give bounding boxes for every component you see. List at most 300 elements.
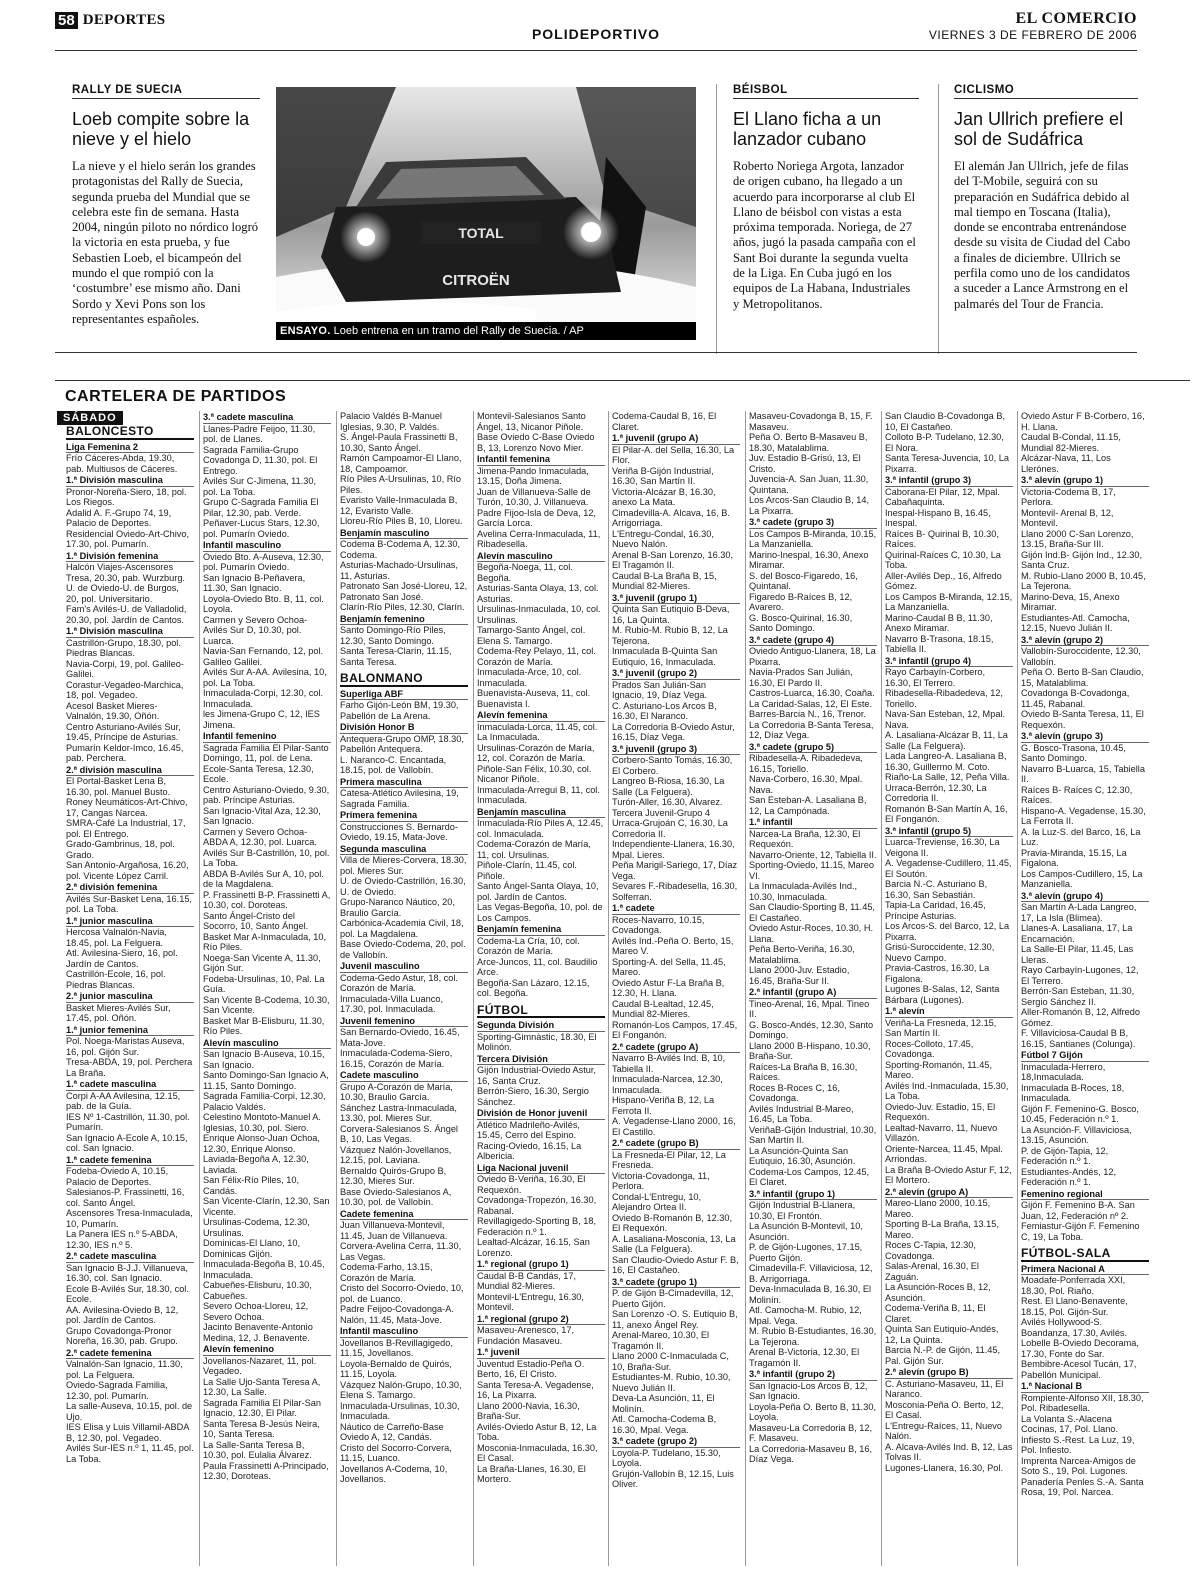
match-listing: Evaristo Valle-Inmaculada B, 12, Evaristo Valle.	[340, 495, 458, 516]
category-heading: Benjamín masculina	[477, 807, 605, 819]
match-listing: Oviedo Astur F B-Corbero, 16, H. Llana.	[1021, 411, 1145, 432]
publication-block	[929, 10, 1137, 42]
match-listing: P. de Gijón-Lugones, 17.15, Puerto Gijón.	[749, 1242, 863, 1263]
category-heading: 3.ª cadete (grupo 4)	[749, 635, 877, 647]
match-listing: Juvencia-A. San Juan, 11.30, Quintana.	[749, 474, 869, 495]
match-listing: Náutico de Carreño-Base Oviedo A, 12, Candás.	[340, 1421, 444, 1442]
category-heading: Infantil masculino	[340, 1326, 468, 1338]
match-listing: Los Campos B-Miranda, 10.15, La Manzaniella.	[749, 528, 877, 549]
category-heading: 1.ª División femenina	[66, 551, 194, 563]
match-listing: Pol. Noega-Maristas Auseva, 16, pol. Gijón Sur.	[66, 1036, 185, 1057]
match-listing: La Corredoria-Masaveu B, 16, Díaz Vega.	[749, 1443, 873, 1464]
match-listing: Quinta San Eutiquio-Andés, 12, La Quinta.	[885, 1324, 999, 1345]
match-listing: Peña Berto-Veriña, 16.30, Matalablima.	[749, 944, 855, 965]
match-listing: Sagrada Familia El Pilar-Santo Domingo, 11, pol. de Lena.	[203, 742, 329, 763]
match-listing: A. Vegadense-Llano 2000, 16, El Castillo.	[612, 1116, 736, 1137]
category-heading: Alevín masculino	[203, 1038, 331, 1050]
category-heading: Primera femenina	[340, 810, 468, 822]
match-listing: Farho Gijón-León BM, 19.30, Pabellón de La Arena.	[340, 700, 459, 721]
match-listing: La Fresneda-El Pilar, 12, La Fresneda.	[612, 1149, 726, 1170]
match-listing: Estudiantes-M. Rubio, 10.30, Nuevo Julián II.	[612, 1372, 731, 1393]
match-listing: La Asunción-Roces B, 12, Asunción.	[885, 1282, 991, 1303]
match-listing: Avilés Ind.-Inmaculada, 15.30, La Toba.	[885, 1080, 1009, 1101]
story-kicker: CICLISMO	[954, 84, 1138, 99]
match-listing: U. de Oviedo-U. de Burgos, 20, pol. Universitario.	[66, 583, 179, 604]
car-total-text: TOTAL	[458, 225, 504, 241]
match-listing: Raíces B- Quirinal B, 10.30, Raíces.	[885, 528, 999, 549]
match-listing: Severo Ochoa-Lloreu, 12, Severo Ochoa.	[203, 1301, 309, 1322]
match-listing: Los Arcos-S. del Barco, 12, La Pixarra.	[885, 921, 1010, 942]
match-listing: Estudiantes-Atl. Camocha, 12.15, Nuevo Julián II.	[1021, 612, 1130, 633]
match-listing: Loyola-Peña O. Berto B, 11.30, Loyola.	[749, 1401, 877, 1422]
match-listing: Loyola-P. Tudelano, 15.30, Loyola.	[612, 1447, 721, 1468]
match-listing: AA. Avilesina-Oviedo B, 12, pol. Jardín de Cantos.	[66, 1304, 179, 1325]
match-listing: Antequera-Grupo OMP, 18.30, Pabellón Antequera.	[340, 733, 464, 754]
match-listing: Loyola-Bernaldo de Quirós, 11.15, Loyola.	[340, 1358, 452, 1379]
match-listing: Santo Ángel-Santa Olaya, 10, pol. Jardín de Cantos.	[477, 881, 599, 902]
match-listing: San Claudio-Oviedo Astur F. B, 16, El Castañeo.	[612, 1254, 739, 1275]
match-listing: San Ignacio-Vital Aza, 12.30, San Ignacio.	[203, 805, 321, 826]
match-listing: Barres-Barcia N., 16, Trenor.	[749, 709, 866, 719]
match-listing: Caudal B-Lealtad, 12.45, Mundial 82-Mieres.	[612, 998, 714, 1019]
match-listing: San Bernardo-Oviedo, 16.45, Mata-Jove.	[340, 1027, 460, 1048]
match-listing: Pravia-Miranda, 15.15, La Figalona.	[1021, 847, 1127, 868]
match-listing: Los Arcos-San Claudio B, 14, La Pixarra.	[749, 495, 870, 516]
match-listing: Grupo A-Corazón de María, 10.30, Braulio García.	[340, 1081, 453, 1102]
category-heading: 3.ª alevín (grupo 4)	[1021, 891, 1149, 903]
match-listing: Salesianos-P. Frassinetti, 16, col. Santo Ángel.	[66, 1187, 185, 1208]
match-listing: Nava-Corbero, 16.30, Mpal. Nava.	[749, 774, 863, 795]
match-listing: Atl. Camocha-Codema B, 16.30, Mpal. Vega.	[612, 1414, 717, 1435]
match-listing: Inmaculada-Arregui B, 11, col. Inmaculada.	[477, 784, 600, 805]
match-listing: Gijón Industrial-Oviedo Astur, 16, Santa Cruz.	[477, 1065, 596, 1086]
category-heading: 3.ª infantil (grupo 4)	[885, 656, 1013, 668]
category-heading: Benjamín masculino	[340, 528, 468, 540]
match-listing: Fodeba-Ursulinas, 10, Pal. La Guía.	[203, 973, 325, 994]
match-listing: Oviedo-Juv. Estadio, 15, El Requexón.	[885, 1101, 996, 1122]
match-listing: Ribadesella-Ribadedeva, 12, Toriello.	[885, 688, 1003, 709]
match-listing: Hispano-A. Vegadense, 15.30, La Ferrota II.	[1021, 805, 1146, 826]
match-listing: San Vicente-Clarín, 12.30, San Vicente.	[203, 1196, 330, 1217]
match-listing: San Esteban-A. Lasaliana B, 12, La Campónada.	[749, 795, 867, 816]
match-listing: Gijón F. Femenino-G. Bosco, 10.45, Federación n.º 1.	[1021, 1103, 1139, 1124]
match-listing: Lealtad-Alcázar, 16.15, San Lorenzo.	[477, 1237, 590, 1258]
match-listing: Grupo C-Sagrada Familia El Pilar, 12.30, pab. Verde.	[203, 497, 319, 518]
match-listing: Río Piles A-Ursulinas, 10, Río Piles.	[340, 474, 462, 495]
match-listing: Codema B-Codema A, 12.30, Codema.	[340, 539, 461, 560]
match-listing: Masaveu-Arenesco, 17, Fundación Masaveu.	[477, 1325, 575, 1346]
match-listing: La Salle-El Pilar, 11.45, Las Lleras.	[1021, 944, 1134, 965]
match-listing: Arenal B-Victoria, 12.30, El Tragamón II.	[749, 1347, 860, 1368]
match-listing: les Jimena-Grupo C, 12, IES Jimena.	[203, 709, 320, 730]
story-body: Roberto Noriega Argota, lanzador de origen cubano, ha llegado a un acuerdo para incorporarse al club El Llano de béisbol con vistas a esta próxima temporada. Noriega, de 27 años, jugó la pasada campaña con el Sant Boi durante la segunda vuelta de la Liga. En Cuba jugó en los equipos de La Habana, Industriales y Metropolitanos.	[733, 159, 916, 311]
match-listing: Deva-Inmaculada B, 16.30, El Molinín.	[749, 1284, 872, 1305]
match-listing: Caudal B-Condal, 11.15, Mundial 82-Mieres.	[1021, 432, 1121, 453]
match-listing: Roces C-Tapia, 12.30, Covadonga.	[885, 1240, 976, 1261]
match-listing: Marino-Deva, 15, Anexo Miramar.	[1021, 591, 1120, 612]
match-listing: Santa Teresa-Clarín, 11.15, Santa Teresa.	[340, 646, 452, 667]
match-listing: Navia-Prados San Julián, 16.30, El Pardo II.	[749, 667, 853, 688]
header-rule	[55, 50, 1137, 51]
match-listing: Santo Domingo-Río Piles, 12.30, Santo Domingo.	[340, 625, 446, 646]
category-heading: 1.ª regional (grupo 2)	[477, 1314, 605, 1326]
match-listing: Sagrada Familia El Pilar-San Ignacio, 12.30, El Pilar.	[203, 1397, 321, 1418]
match-listing: Dominicas-El Llano, 10, Dominicas Gijón.	[203, 1238, 301, 1259]
match-listing: Codema-La Cría, 10, col. Corazón de María.	[477, 935, 580, 956]
match-listing: IES Elisa y Luis Villamil-ABDA B, 12.30, pol. Vegadeo.	[66, 1422, 189, 1443]
match-listing: Villa de Mieres-Corvera, 18.30, pol. Mieres Sur.	[340, 855, 467, 876]
match-listing: Arenal B-San Lorenzo, 16.30, El Tragamón II.	[612, 549, 734, 570]
match-listing: Luarca-Treviense, 16.30, La Veigona II.	[885, 837, 1000, 858]
match-listing: P. de Gijón B-Cimadevilla, 12, Puerto Gijón.	[612, 1288, 734, 1309]
match-listing: Santo Domingo-San Ignacio A, 11.15, Santo Domingo.	[203, 1070, 329, 1091]
match-listing: La salle-Auseva, 10.15, pol. de Ujo.	[66, 1401, 193, 1422]
match-listing: Oviedo-Sagrada Familia, 12.30, pol. Pumarín.	[66, 1380, 168, 1401]
match-listing: M. Rubio B-Estudiantes, 16.30, La Tejerona.	[749, 1326, 877, 1347]
match-listing: La Salle-Santa Teresa B, 10.30, pol. Eulalia Álvarez.	[203, 1439, 312, 1460]
match-listing: Mosconia-Inmaculada, 16.30, El Casal.	[477, 1442, 598, 1463]
match-listing: Carbónica-Academia Civil, 18, pol. La Magdalena.	[340, 918, 464, 939]
category-heading: Femenino regional	[1021, 1189, 1149, 1201]
match-listing: Marino-Inespal, 16.30, Anexo Miramar.	[749, 549, 869, 570]
rally-car-image	[276, 87, 696, 340]
category-heading: 1.ª juvenil (grupo A)	[612, 433, 740, 445]
match-listing: Masaveu-Covadonga B, 15, F. Masaveu.	[749, 411, 873, 432]
match-listing: Bembibre-Acesol Tucán, 17, Pabellón Municipal.	[1021, 1359, 1137, 1380]
column-divider	[745, 411, 746, 1566]
match-listing: P. Frassinetti B-P. Frassinetti A, 10.30, col. Doroteas.	[203, 889, 331, 910]
match-listing: Padre Feijoo-Covadonga-A. Nalón, 11.45, Mata-Jove.	[340, 1304, 454, 1325]
match-listing: Arce-Juncos, 11, col. Baudilio Arce.	[477, 956, 598, 977]
match-listing: Montevil-Salesianos Santo Ángel, 13, Nicanor Piñole.	[477, 411, 586, 432]
match-listing: Avilés Ind.-Peña O. Berto, 15, Mareo V.	[612, 935, 734, 956]
match-listing: Inmaculada B-Quinta San Eutiquio, 16, Inmaculada.	[612, 646, 718, 667]
match-listing: Ramón Campoamor-El Llano, 18, Campoamor.	[340, 453, 462, 474]
match-listing: Corbero-Santo Tomás, 16.30, El Corbero.	[612, 755, 733, 776]
match-listing: La Asunción-F. Villaviciosa, 13.15, Asunción.	[1021, 1124, 1132, 1145]
match-listing: Oviedo Astur F-La Braña B, 12.30, H. Llana.	[612, 977, 725, 998]
category-heading: 3.ª cadete (grupo 1)	[612, 1277, 740, 1289]
story-body: La nieve y el hielo serán los grandes protagonistas del Rally de Suecia, segunda prueba del Mundial que se celebra este fin de semana. Hasta 2004, ningún piloto no nórdico logró la victoria en esta prueba, y fue Sebastien Loeb, el bicampeón del mundo el que rompió con la ‘costumbre’ ese mismo año. Dani Sordo y Xevi Pons son los representantes españoles.	[72, 159, 259, 326]
match-listing: Llano 2000 C-Inmaculada C, 10, Braña-Sur.	[612, 1351, 729, 1372]
match-listing: Llano 2000 B-Hispano, 10.30, Braña-Sur.	[749, 1040, 871, 1061]
match-listing: Bernaldo Quirós-Grupo B, 12.30, Mieres Sur.	[340, 1165, 447, 1186]
match-listing: Carmen y Severo Ochoa-ABDA A, 12.30, pol. Luarca.	[203, 826, 317, 847]
category-heading: Juvenil masculino	[340, 961, 468, 973]
match-listing: S. Ángel-Paula Frassinetti B, 10.30, Santo Ángel.	[340, 432, 458, 453]
match-listing: Ursulinas-Inmaculada, 10, col. Ursulinas.	[477, 604, 601, 625]
match-listing: Llano 2000-Juv. Estadio, 16.45, Braña-Sur II.	[749, 965, 850, 986]
match-listing: Padre Fijoo-Isla de Deva, 12, García Lorca.	[477, 507, 596, 528]
match-listing: Raíces B- Raíces C, 12.30, Raíces.	[1021, 784, 1133, 805]
match-listing: Santa Teresa B-Jesús Neira, 10, Santa Teresa.	[203, 1418, 320, 1439]
match-listing: Inmaculada B-Roces, 18, Inmaculada.	[1021, 1082, 1125, 1103]
category-heading: 2.ª cadete masculina	[66, 1251, 194, 1263]
match-listing: Condal-L'Entregu, 10, Alejandro Ortea II.	[612, 1191, 702, 1212]
category-heading: 2.ª alevín (grupo A)	[885, 1187, 1013, 1199]
column-divider	[1017, 411, 1018, 1566]
match-listing: Tercera Juvenil-Grupo 4	[612, 807, 711, 818]
category-heading: Infantil femenina	[477, 454, 605, 466]
match-listing: Codema-Rey Pelayo, 11, col. Corazón de María.	[477, 646, 596, 667]
match-listing: Roces-Colloto, 17.45, Covadonga.	[885, 1038, 974, 1059]
match-listing: La Inmaculada-Avilés Ind., 10.30, Inmaculada.	[749, 881, 858, 902]
story-rally	[72, 84, 260, 327]
category-heading: 3.ª cadete masculina	[203, 412, 331, 424]
match-listing: Pumarín Keldor-Imco, 16.45, pab. Perchera.	[66, 742, 184, 763]
match-listing: Avilés Sur-IES n.º 1, 11.45, pol. La Toba.	[66, 1443, 194, 1464]
category-heading: 3.ª juvenil (grupo 2)	[612, 668, 740, 680]
category-heading: 1.ª Nacional B	[1021, 1381, 1149, 1393]
match-listing: Inmaculada-Herrero, 18,Inmaculada.	[1021, 1061, 1106, 1082]
match-listing: Tresa-ABDA, 19, pol. Perchera La Braña.	[66, 1057, 193, 1078]
match-listing: Prados San Julián-San Ignacio, 19, Díaz Vega.	[612, 679, 708, 700]
column-divider	[881, 411, 882, 1566]
match-listing: M. Rubio-Llano 2000 B, 10.45, La Tejerona.	[1021, 570, 1146, 591]
match-listing: Avilés Sur C-Jimena, 11.30, pol. La Toba.	[203, 476, 317, 497]
match-listing: Base Oviedo-Codema, 20, pol. de Vallobín.	[340, 939, 466, 960]
match-listing: Juan de Villanueva-Salle de Turón, 10.30, J. Villanueva.	[477, 486, 591, 507]
match-listing: Codema-Los Campos, 12.45, El Claret.	[749, 1166, 870, 1187]
match-listing: San Félix-Río Piles, 10, Candás.	[203, 1175, 299, 1196]
match-listing: Piñole-Clarín, 11.45, col. Piñole.	[477, 860, 577, 881]
match-listing: San Claudio B-Covadonga B, 10, El Castañeo.	[885, 411, 1006, 432]
match-listing: Victoria-Alcázar B, 16.30, anexo La Mata.	[612, 486, 716, 507]
match-listing: Avelina Cerra-Inmaculada, 11, Ribadesella.	[477, 528, 601, 549]
match-listing: Mareo-Llano 2000, 10.15, Mareo.	[885, 1198, 991, 1219]
match-listing: Sporting-Oviedo, 11.15, Mareo VI.	[749, 860, 874, 881]
match-listing: Basket Mar A-Inmaculada, 10, Río Piles.	[203, 931, 327, 952]
match-listing: Las Vegas-Begoña, 10, pol. de Los Campos.	[477, 902, 603, 923]
match-listing: Castrillón-Grupo, 18.30, pol. Piedras Blancas.	[66, 637, 181, 658]
match-listing: F. Villaviciosa-Caudal B B, 16.15, Santianes (Colunga).	[1021, 1028, 1136, 1049]
match-listing: Asturias-Machado-Ursulinas, 11, Asturias.	[340, 560, 458, 581]
match-listing: Independiente-Llanera, 16.30, Mpal. Lieres.	[612, 839, 735, 860]
match-listing: Navarro B-Trasona, 18.15, Tabiella II.	[885, 633, 994, 654]
category-heading: Benjamín femenino	[340, 614, 468, 626]
match-listing: Jimena-Pando Inmaculada, 13.15, Doña Jimena.	[477, 465, 589, 486]
category-heading: Cadete masculino	[340, 1070, 468, 1082]
match-listing: Hercosa Valnalón-Navia, 18.45, pol. La Felguera.	[66, 927, 167, 948]
match-listing: Corpi A-AA Avilesina, 12.15, pab. de la Guía.	[66, 1090, 181, 1111]
match-listing: Victoria-Covadonga, 11, Perlora.	[612, 1170, 710, 1191]
match-listing: Celestino Montoto-Manuel A. Iglesias, 10.30, pol. Siero.	[203, 1112, 321, 1133]
match-listing: San Vicente B-Codema, 10.30, San Vicente.	[203, 994, 330, 1015]
match-listing: Infiesto S.-Rest. La Luz, 19, Pol. Infiesto.	[1021, 1434, 1135, 1455]
match-listing: Aller-Avilés Dep., 16, Alfredo Gómez.	[885, 570, 1002, 591]
match-listing: Grujón-Vallobín B, 12.15, Luis Oliver.	[612, 1468, 734, 1489]
match-listing: Santa Teresa-Juvencia, 10, La Pixarra.	[885, 453, 1009, 474]
match-listing: Cimadevilla-A. Alcava, 16, B. Arrigorriaga.	[612, 507, 730, 528]
story-kicker: RALLY DE SUECIA	[72, 84, 260, 99]
match-listing: Arenal-Mareo, 10.30, El Tragamón II.	[612, 1330, 710, 1351]
match-listing: A. Lasaliana-Mosconia, 13, La Salle (La Felguera).	[612, 1233, 736, 1254]
match-listing: Inmaculada-Corpi, 12.30, col. Inmaculada.	[203, 688, 324, 709]
match-listing: C. Asturiano-Los Arcos B, 16.30, El Naranco.	[612, 700, 717, 721]
match-listing: Construcciones S. Bernardo-Oviedo, 19.15, Mata-Jove.	[340, 821, 458, 842]
category-heading: 2.ª junior masculina	[66, 991, 194, 1003]
category-heading: Fútbol 7 Gijón	[1021, 1050, 1149, 1062]
category-heading: 2.ª cadete femenina	[66, 1348, 194, 1360]
match-listing: Laviada-Begoña A, 12.30, Laviada.	[203, 1154, 309, 1175]
match-listing: Corvera-Salesianos S. Ángel B, 10, Las Vegas.	[340, 1123, 458, 1144]
match-listing: Juventud Estadio-Peña O. Berto, 16, El Cristo.	[477, 1358, 585, 1379]
category-heading: 3.ª cadete (grupo 3)	[749, 517, 877, 529]
match-listing: Castrillón-Ecole, 16, pol. Piedras Blancas.	[66, 969, 166, 990]
match-listing: Basket Mar B-Elisburu, 11.30, Río Piles.	[203, 1015, 325, 1036]
match-listing: La Braña B-Oviedo Astur F, 12, El Mortero.	[885, 1164, 1012, 1185]
match-listing: Enrique Alonso-Juan Ochoa, 12.30, Enrique Alonso.	[203, 1133, 320, 1154]
match-listing: Basket Mieres-Avilés Sur, 17.45, pol. Oñón.	[66, 1002, 171, 1023]
match-listing: Sánchez Lastra-Inmaculada, 13.30, pol. Mieres Sur.	[340, 1102, 457, 1123]
match-listing: Barcia N.-C. Asturiano B, 16.30, San Sebastián.	[885, 879, 988, 900]
category-heading: 1.ª junior femenina	[66, 1025, 194, 1037]
match-listing: Cimadevilla-F. Villaviciosa, 12, B. Arrigorriaga.	[749, 1263, 873, 1284]
match-listing: C. Asturiano-Masaveu, 11, El Naranco.	[885, 1378, 1004, 1399]
match-listing: Inmaculada-Villa Luanco, 17.30, pol. Inmaculada.	[340, 993, 444, 1014]
match-listing: Covadonga B-Covadonga, 11.45, Rabanal.	[1021, 688, 1130, 709]
cartelera-top-rule	[55, 380, 1190, 381]
match-listing: Caudal B-La Braña B, 15, Mundial 82-Mieres.	[612, 570, 717, 591]
listings-column	[203, 411, 331, 1567]
match-listing: Sporting-Romanón, 11.45, Mareo.	[885, 1059, 993, 1080]
match-listing: G. Bosco-Trasona, 10.45, Santo Domingo.	[1021, 742, 1126, 763]
match-listing: Urraca-Grujoán C, 16.30, La Corredoria II.	[612, 818, 728, 839]
category-heading: Superliga ABF	[340, 689, 468, 701]
category-heading: División Honor B	[340, 722, 468, 734]
category-heading: 1.ª cadete femenina	[66, 1155, 194, 1167]
match-listing: VeriñaB-Gijón Industrial, 10.30, San Martín II.	[749, 1124, 877, 1145]
category-heading: Segunda masculina	[340, 844, 468, 856]
match-listing: Castros-Luarca, 16.30, Coaña.	[749, 688, 875, 698]
match-listing: Racing-Oviedo, 16.15, La Albericia.	[477, 1140, 582, 1161]
match-listing: Peña Marigil-Sariego, 17, Díaz Vega.	[612, 860, 738, 881]
match-listing: Caborana-El Pilar, 12, Mpal. Cabañaquinta.	[885, 486, 1000, 507]
match-listing: Base Oviedo C-Base Oviedo B, 13, Lorenzo Novo Mier.	[477, 432, 595, 453]
category-heading: 1.ª alevín	[885, 1006, 1013, 1018]
match-listing: Noega-San Vicente A, 11.30, Gijón Sur.	[203, 952, 321, 973]
story-headline: El Llano ficha a un lanzador cubano	[733, 109, 882, 149]
match-listing: SMRA-Café La Industrial, 17, pol. El Entrego.	[66, 818, 186, 839]
story-body: El alemán Jan Ullrich, jefe de filas del T-Mobile, seguirá con su preparación en Sudáfrica debido al mal tiempo en Toscana (Italia), donde se encontraba entrenándose desde su visita de Ciudad del Cabo a finales de diciembre. Ullrich se perfila como uno de los candidatos a suceder a Lance Armstrong en el palmarés del Tour de Francia.	[954, 159, 1131, 311]
match-listing: Rest. El Llano-Benavente, 18.15, Pol. Gijón-Sur.	[1021, 1296, 1128, 1317]
match-listing: Adalid A. F.-Grupo 74, 19, Palacio de Deportes.	[66, 507, 172, 528]
category-heading: 3.ª infantil (grupo 5)	[885, 826, 1013, 838]
listings-column	[477, 411, 605, 1567]
match-listing: Ursulinas-Corazón de María, 12, col. Corazón de María.	[477, 742, 595, 763]
match-listing: Cristo del Socorro-Corvera, 11.15, Luanco.	[340, 1442, 452, 1463]
match-listing: La Salle Ujo-Santa Teresa A, 12.30, La Salle.	[203, 1376, 321, 1397]
match-listing: El Portal-Basket Lena B, 16.30, pol. Manuel Busto.	[66, 776, 171, 797]
match-listing: Inespal-Hispano B, 16.45, Inespal.	[885, 507, 991, 528]
listings-column	[1021, 411, 1149, 1567]
match-listing: Juv. Estadio B-Grisú, 13, El Cristo.	[749, 453, 861, 474]
match-listing: G. Bosco-Quirinal, 16.30, Santo Domingo.	[749, 612, 853, 633]
match-listing: Victoria-Codema B, 17, Perlora.	[1021, 486, 1116, 507]
match-listing: A. Lasaliana-Alcázar B, 11, La Salle (La Felguera).	[885, 730, 1008, 751]
subsection-title: POLIDEPORTIVO	[531, 26, 661, 42]
match-listing: Codema-Corazón de María, 11, col. Ursulinas.	[477, 839, 591, 860]
match-listing: S. del Bosco-Figaredo, 16, Quintanal.	[749, 570, 858, 591]
match-listing: San Claudio-Sporting B, 11.45, El Castañeo.	[749, 902, 875, 923]
match-listing: Moadafe-Ponferrada XXI, 18.30, Pol. Riaño.	[1021, 1275, 1126, 1296]
match-listing: Colloto B-P. Tudelano, 12.30, El Nora.	[885, 432, 1004, 453]
match-listing: Inmaculada-Lorca, 11.45, col. La Inmaculada.	[477, 721, 598, 742]
match-listing: La Corredoria B-Santa Teresa, 12, Díaz Vega.	[749, 719, 874, 740]
match-listing: Sevares F.-Ribadesella, 16.30, Solferran.	[612, 881, 738, 902]
category-heading: 3.ª infantil (grupo 1)	[749, 1189, 877, 1201]
match-listing: Montevil-L'Entregu, 16.30, Montevil.	[477, 1291, 584, 1312]
match-listing: A. Alcava-Avilés Ind. B, 12, Las Tolvas II.	[885, 1441, 1013, 1462]
match-listing: Nava-San Esteban, 12, Mpal. Nava.	[885, 709, 1006, 730]
category-heading: 3.ª infantil (grupo 3)	[885, 475, 1013, 487]
listings-column	[612, 411, 740, 1567]
match-listing: Sagrada Familia-Grupo Covadonga D, 11.30, pol. El Entrego.	[203, 444, 318, 476]
match-listing: ABDA B-Avilés Sur A, 10, pol. de la Magdalena.	[203, 868, 324, 889]
match-listing: Inmaculada-Arce, 10, col. Inmaculada.	[477, 667, 582, 688]
match-listing: Llano 2000-Navia, 16.30, Braña-Sur.	[477, 1400, 580, 1421]
match-listing: Corastur-Vegadeo-Marchica, 18, pol. Vegadeo.	[66, 679, 184, 700]
match-listing: Turón-Aller, 16.30, Alvarez.	[612, 797, 723, 807]
category-heading: Primera masculina	[340, 777, 468, 789]
match-listing: Salas-Arenal, 16.30, El Zaguán.	[885, 1261, 979, 1282]
match-listing: Navarro-Oriente, 12, Tabiella II.	[749, 849, 877, 860]
category-heading: 2.ª división femenina	[66, 882, 194, 894]
match-listing: Gijón Industrial B-Llanera, 10.30, El Frontón.	[749, 1200, 856, 1221]
match-listing: Centro Asturiano-Avilés Sur, 19.45, Príncipe de Asturias.	[66, 721, 181, 742]
story-ciclismo	[954, 84, 1138, 312]
match-listing: Atl. Avilesina-Siero, 16, pol. Jardín de Cantos.	[66, 948, 178, 969]
category-heading: 2.ª infantil (grupo A)	[749, 987, 877, 999]
match-listing: Romanón B-San Martín A, 16, El Fonganón.	[885, 803, 1008, 824]
match-listing: Navia-Corpi, 19, pol. Galileo-Galilei.	[66, 658, 184, 679]
category-heading: Alevín femenino	[203, 1344, 331, 1356]
match-listing: Carmen y Severo Ochoa-Avilés Sur D, 10.30, pol. Luarca.	[203, 614, 308, 646]
cartelera-title: CARTELERA DE PARTIDOS	[65, 388, 287, 405]
match-listing: Grisú-Suroccidente, 12.30, Nuevo Campo.	[885, 942, 995, 963]
category-heading: 1.ª División masculina	[66, 475, 194, 487]
match-listing: Rayo Carbayín-Corbero, 16.30, El Terrero.	[885, 667, 986, 688]
match-listing: Oviedo Bto. A-Auseva, 12.30, pol. Pumarín Oviedo.	[203, 551, 324, 572]
category-heading: 3.ª alevín (grupo 3)	[1021, 731, 1149, 743]
match-listing: San Martín A-Lada Langreo, 17, La Isla (Blimea).	[1021, 902, 1137, 923]
match-listing: Oviedo Antiguo-Llanera, 18, La Pixarra.	[749, 646, 876, 667]
match-listing: Codema-Gedo Astur, 18, col. Corazón de María.	[340, 972, 458, 993]
category-heading: Cadete femenina	[340, 1209, 468, 1221]
match-listing: Navarro B-Luarca, 15, Tabiella II.	[1021, 763, 1145, 784]
match-listing: Patronato San José-Lloreu, 12, Patronato San José.	[340, 581, 468, 602]
match-listing: Jovellanos B-Revillagigedo, 11.15, Jovellanos.	[340, 1337, 453, 1358]
match-listing: Llano 2000 C-San Lorenzo, 13.15, Braña-Sur III.	[1021, 528, 1134, 549]
match-listing: Jacinto Benavente-Antonio Medina, 12, J. Benavente.	[203, 1322, 313, 1343]
match-listing: Paula Frassinetti A-Principado, 12.30, Doroteas.	[203, 1460, 329, 1481]
photo-credit: AP	[569, 325, 584, 337]
match-listing: Grado-Gambrinus, 18, pol. Grado.	[66, 839, 175, 860]
match-listing: Loyola-Oviedo Bto. B, 11, col. Loyola.	[203, 593, 324, 614]
match-listing: Inmaculada-Narcea, 12.30, Inmaculada.	[612, 1074, 723, 1095]
match-listing: Tamargo-Santo Ángel, col. Elena S. Tamargo.	[477, 625, 586, 646]
match-listing: San Ignacio B-Peñavera, 11.30, San Ignacio.	[203, 572, 306, 593]
match-listing: Rompiente-Alfonso XII, 18.30, Pol. Ribadesella.	[1021, 1392, 1144, 1413]
category-heading: 2.ª cadete (grupo B)	[612, 1138, 740, 1150]
match-listing: Revillagigedo-Sporting B, 18, Federación n.º 1.	[477, 1216, 596, 1237]
match-listing: Veriña B-Gijón Industrial, 16.30, San Martín II.	[612, 465, 714, 486]
match-listing: Llanes-A. Lasaliana, 17, La Encarnación.	[1021, 923, 1133, 944]
match-listing: Berrón-Siero, 16.30, Sergio Sánchez.	[477, 1086, 589, 1107]
match-listing: Oviedo B-Veriña, 16.30, El Requexón.	[477, 1174, 586, 1195]
column-divider	[336, 411, 337, 1566]
category-heading: 1.ª División masculina	[66, 626, 194, 638]
